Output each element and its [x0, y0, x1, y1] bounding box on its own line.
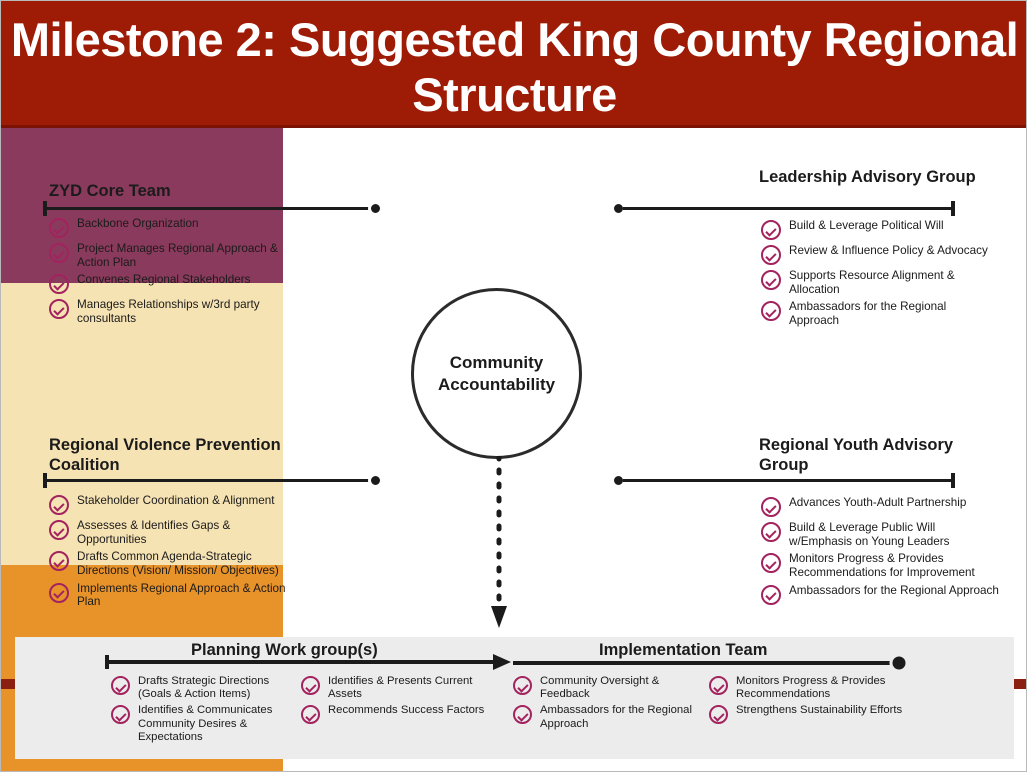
down-arrow-icon	[490, 456, 510, 631]
right-edge-tab	[1014, 679, 1027, 689]
list-item: Stakeholder Coordination & Alignment	[49, 494, 289, 515]
check-circle-icon	[761, 270, 781, 290]
check-circle-icon	[49, 243, 69, 263]
quadrant-bottom-right-items	[761, 496, 1001, 609]
center-label-line-2: Accountability	[437, 374, 556, 394]
list-item: Review & Influence Policy & Advocacy	[761, 244, 993, 265]
planning-work-group-items	[111, 675, 501, 747]
list-item: Advances Youth-Adult Partnership	[761, 496, 1001, 517]
check-circle-icon	[761, 522, 781, 542]
community-accountability-hub	[411, 288, 582, 459]
check-circle-icon	[761, 245, 781, 265]
list-item: Backbone Organization	[49, 217, 287, 238]
check-circle-icon	[301, 705, 320, 724]
check-circle-icon	[49, 274, 69, 294]
check-circle-icon	[761, 497, 781, 517]
list-item: Drafts Common Agenda-Strategic Directions (Vision/ Mission/ Objectives)	[49, 550, 289, 577]
implementation-team-items	[513, 675, 913, 734]
quadrant-top-left-items	[49, 217, 287, 330]
implementation-column-1	[513, 675, 709, 734]
center-label-line-1: Community	[449, 353, 544, 373]
check-circle-icon	[49, 299, 69, 319]
list-item: Recommends Success Factors	[301, 704, 491, 724]
connector-node-top-left	[368, 201, 383, 216]
check-circle-icon	[111, 676, 130, 695]
list-item: Build & Leverage Public Will w/Emphasis on Young Leaders	[761, 521, 1001, 548]
check-circle-icon	[111, 705, 130, 724]
implementation-team-title: Implementation Team	[599, 641, 768, 659]
connector-bottom-left	[43, 473, 383, 487]
list-item: Drafts Strategic Directions (Goals & Action Items)	[111, 675, 301, 701]
title-bar	[1, 1, 1027, 128]
list-item: Assesses & Identifies Gaps & Opportunities	[49, 519, 289, 546]
list-item: Supports Resource Alignment & Allocation	[761, 269, 993, 296]
list-item: Identifies & Presents Current Assets	[301, 675, 491, 701]
planning-arrow-icon	[105, 653, 511, 671]
list-item: Manages Relationships w/3rd party consultants	[49, 298, 287, 325]
quadrant-bottom-left-title: Regional Violence Prevention Coalition	[49, 436, 281, 475]
check-circle-icon	[49, 520, 69, 540]
list-item: Ambassadors for the Regional Approach	[513, 704, 709, 730]
list-item: Ambassadors for the Regional Approach	[761, 584, 1001, 605]
list-item: Project Manages Regional Approach & Action Plan	[49, 242, 287, 269]
list-item: Monitors Progress & Provides Recommendations	[709, 675, 909, 701]
connector-node-bottom-left	[368, 473, 383, 488]
connector-top-left	[43, 201, 383, 215]
planning-column-2	[301, 675, 491, 747]
check-circle-icon	[709, 705, 728, 724]
list-item: Implements Regional Approach & Action Plan	[49, 582, 289, 609]
check-circle-icon	[49, 583, 69, 603]
list-item: Strengthens Sustainability Efforts	[709, 704, 909, 724]
check-circle-icon	[761, 220, 781, 240]
quadrant-bottom-right	[759, 435, 999, 475]
check-circle-icon	[709, 676, 728, 695]
quadrant-top-right-items	[761, 219, 993, 332]
list-item: Build & Leverage Political Will	[761, 219, 993, 240]
connector-top-right	[611, 201, 955, 215]
list-item: Convenes Regional Stakeholders	[49, 273, 287, 294]
quadrant-top-right	[759, 167, 989, 187]
connector-bottom-right	[611, 473, 955, 487]
planning-column-1	[111, 675, 301, 747]
quadrant-bottom-right-title: Regional Youth Advisory Group	[759, 436, 954, 475]
check-circle-icon	[761, 301, 781, 321]
planning-work-group-title: Planning Work group(s)	[191, 641, 378, 659]
quadrant-top-left	[49, 181, 289, 201]
check-circle-icon	[513, 676, 532, 695]
check-circle-icon	[761, 553, 781, 573]
page-title: Milestone 2: Suggested King County Regional Structure	[10, 13, 1019, 121]
check-circle-icon	[49, 551, 69, 571]
quadrant-top-left-title: ZYD Core Team	[49, 182, 171, 200]
quadrant-bottom-left	[49, 435, 289, 475]
check-circle-icon	[301, 676, 320, 695]
check-circle-icon	[761, 585, 781, 605]
list-item: Identifies & Communicates Community Desires & Expectations	[111, 704, 301, 744]
implementation-connector	[513, 653, 913, 671]
check-circle-icon	[49, 218, 69, 238]
list-item: Monitors Progress & Provides Recommendations for Improvement	[761, 552, 1001, 579]
quadrant-bottom-left-items	[49, 494, 289, 613]
check-circle-icon	[513, 705, 532, 724]
implementation-column-2	[709, 675, 909, 734]
quadrant-top-right-title: Leadership Advisory Group	[759, 168, 976, 186]
left-edge-tab	[1, 679, 15, 689]
list-item: Community Oversight & Feedback	[513, 675, 709, 701]
list-item: Ambassadors for the Regional Approach	[761, 300, 993, 327]
check-circle-icon	[49, 495, 69, 515]
